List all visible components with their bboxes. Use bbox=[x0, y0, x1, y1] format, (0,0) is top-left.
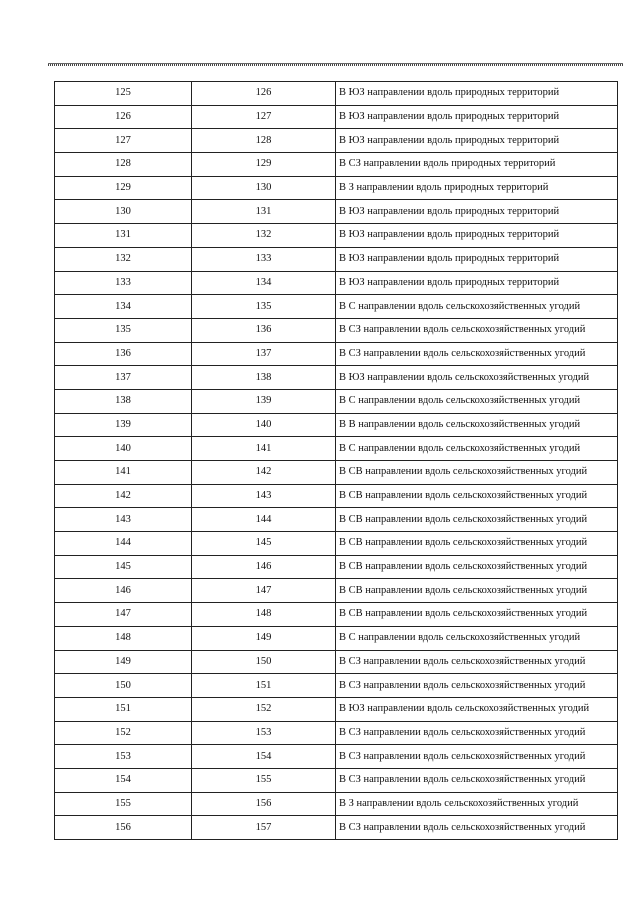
table-row bbox=[55, 105, 618, 129]
point-from-cell: 139 bbox=[55, 413, 192, 437]
point-from-cell: 156 bbox=[55, 816, 192, 840]
boundary-description-cell: В ЮЗ направлении вдоль природных территорий bbox=[336, 105, 618, 129]
boundary-description-cell: В З направлении вдоль природных территорий bbox=[336, 176, 618, 200]
table-row bbox=[55, 816, 618, 840]
table-row bbox=[55, 437, 618, 461]
point-to-cell: 131 bbox=[192, 200, 336, 224]
point-to-cell: 130 bbox=[192, 176, 336, 200]
boundary-description-cell: В З направлении вдоль сельскохозяйственных угодий bbox=[336, 792, 618, 816]
point-to-cell: 145 bbox=[192, 532, 336, 556]
table-row bbox=[55, 295, 618, 319]
point-from-cell: 145 bbox=[55, 555, 192, 579]
point-to-cell: 135 bbox=[192, 295, 336, 319]
table-row bbox=[55, 579, 618, 603]
point-to-cell: 155 bbox=[192, 768, 336, 792]
boundary-description-cell: В СЗ направлении вдоль сельскохозяйственных угодий bbox=[336, 342, 618, 366]
point-to-cell: 139 bbox=[192, 389, 336, 413]
point-from-cell: 148 bbox=[55, 626, 192, 650]
point-to-cell: 126 bbox=[192, 82, 336, 106]
boundary-description-cell: В С направлении вдоль сельскохозяйственных угодий bbox=[336, 626, 618, 650]
point-to-cell: 143 bbox=[192, 484, 336, 508]
point-to-cell: 157 bbox=[192, 816, 336, 840]
boundary-description-cell: В ЮЗ направлении вдоль природных территорий bbox=[336, 200, 618, 224]
point-from-cell: 141 bbox=[55, 461, 192, 485]
point-from-cell: 155 bbox=[55, 792, 192, 816]
table-row bbox=[55, 413, 618, 437]
boundary-description-cell: В ЮЗ направлении вдоль природных территорий bbox=[336, 247, 618, 271]
point-from-cell: 144 bbox=[55, 532, 192, 556]
table-row bbox=[55, 721, 618, 745]
point-from-cell: 149 bbox=[55, 650, 192, 674]
boundary-description-cell: В СВ направлении вдоль сельскохозяйственных угодий bbox=[336, 461, 618, 485]
point-to-cell: 132 bbox=[192, 224, 336, 248]
point-to-cell: 140 bbox=[192, 413, 336, 437]
point-from-cell: 143 bbox=[55, 508, 192, 532]
boundary-description-cell: В С направлении вдоль сельскохозяйственных угодий bbox=[336, 295, 618, 319]
point-from-cell: 127 bbox=[55, 129, 192, 153]
point-from-cell: 135 bbox=[55, 318, 192, 342]
point-from-cell: 125 bbox=[55, 82, 192, 106]
table-row bbox=[55, 366, 618, 390]
boundary-description-cell: В ЮЗ направлении вдоль сельскохозяйственных угодий bbox=[336, 366, 618, 390]
point-to-cell: 136 bbox=[192, 318, 336, 342]
point-from-cell: 153 bbox=[55, 745, 192, 769]
table-row bbox=[55, 153, 618, 177]
table-body bbox=[55, 82, 618, 840]
point-to-cell: 137 bbox=[192, 342, 336, 366]
table-row bbox=[55, 318, 618, 342]
point-from-cell: 126 bbox=[55, 105, 192, 129]
table-row bbox=[55, 342, 618, 366]
boundary-description-cell: В СВ направлении вдоль сельскохозяйственных угодий bbox=[336, 508, 618, 532]
point-to-cell: 148 bbox=[192, 603, 336, 627]
point-from-cell: 152 bbox=[55, 721, 192, 745]
boundary-description-cell: В СЗ направлении вдоль сельскохозяйственных угодий bbox=[336, 721, 618, 745]
point-to-cell: 154 bbox=[192, 745, 336, 769]
boundary-description-cell: В СЗ направлении вдоль сельскохозяйственных угодий bbox=[336, 674, 618, 698]
boundary-description-cell: В СЗ направлении вдоль природных территорий bbox=[336, 153, 618, 177]
boundary-description-cell: В ЮЗ направлении вдоль природных территорий bbox=[336, 82, 618, 106]
table-row bbox=[55, 484, 618, 508]
table-row bbox=[55, 697, 618, 721]
boundary-description-cell: В ЮЗ направлении вдоль сельскохозяйственных угодий bbox=[336, 697, 618, 721]
point-from-cell: 142 bbox=[55, 484, 192, 508]
boundary-description-cell: В С направлении вдоль сельскохозяйственных угодий bbox=[336, 389, 618, 413]
point-from-cell: 147 bbox=[55, 603, 192, 627]
boundary-description-cell: В СВ направлении вдоль сельскохозяйственных угодий bbox=[336, 532, 618, 556]
header-divider-rule bbox=[48, 63, 623, 66]
boundary-description-cell: В ЮЗ направлении вдоль природных территорий bbox=[336, 224, 618, 248]
table-row bbox=[55, 224, 618, 248]
boundary-description-cell: В ЮЗ направлении вдоль природных территорий bbox=[336, 271, 618, 295]
table-row bbox=[55, 555, 618, 579]
table-row bbox=[55, 768, 618, 792]
point-to-cell: 150 bbox=[192, 650, 336, 674]
boundary-description-cell: В СЗ направлении вдоль сельскохозяйственных угодий bbox=[336, 768, 618, 792]
point-to-cell: 133 bbox=[192, 247, 336, 271]
point-from-cell: 140 bbox=[55, 437, 192, 461]
point-from-cell: 129 bbox=[55, 176, 192, 200]
point-to-cell: 146 bbox=[192, 555, 336, 579]
point-from-cell: 133 bbox=[55, 271, 192, 295]
table-row bbox=[55, 532, 618, 556]
boundary-description-cell: В ЮЗ направлении вдоль природных территорий bbox=[336, 129, 618, 153]
table-row bbox=[55, 650, 618, 674]
point-from-cell: 146 bbox=[55, 579, 192, 603]
point-to-cell: 144 bbox=[192, 508, 336, 532]
point-to-cell: 138 bbox=[192, 366, 336, 390]
boundary-description-cell: В СВ направлении вдоль сельскохозяйственных угодий bbox=[336, 579, 618, 603]
point-to-cell: 127 bbox=[192, 105, 336, 129]
point-to-cell: 134 bbox=[192, 271, 336, 295]
point-from-cell: 138 bbox=[55, 389, 192, 413]
table-row bbox=[55, 792, 618, 816]
boundary-description-cell: В СЗ направлении вдоль сельскохозяйственных угодий bbox=[336, 318, 618, 342]
point-to-cell: 151 bbox=[192, 674, 336, 698]
point-from-cell: 136 bbox=[55, 342, 192, 366]
point-from-cell: 151 bbox=[55, 697, 192, 721]
point-to-cell: 153 bbox=[192, 721, 336, 745]
point-to-cell: 141 bbox=[192, 437, 336, 461]
point-from-cell: 131 bbox=[55, 224, 192, 248]
boundary-description-cell: В СЗ направлении вдоль сельскохозяйственных угодий bbox=[336, 745, 618, 769]
point-from-cell: 137 bbox=[55, 366, 192, 390]
boundary-description-cell: В СЗ направлении вдоль сельскохозяйственных угодий bbox=[336, 816, 618, 840]
point-to-cell: 147 bbox=[192, 579, 336, 603]
boundary-description-cell: В СЗ направлении вдоль сельскохозяйственных угодий bbox=[336, 650, 618, 674]
table-row bbox=[55, 271, 618, 295]
boundary-description-cell: В СВ направлении вдоль сельскохозяйственных угодий bbox=[336, 484, 618, 508]
point-to-cell: 149 bbox=[192, 626, 336, 650]
table-row bbox=[55, 129, 618, 153]
point-from-cell: 130 bbox=[55, 200, 192, 224]
table-row bbox=[55, 461, 618, 485]
boundary-description-cell: В СВ направлении вдоль сельскохозяйственных угодий bbox=[336, 603, 618, 627]
boundary-description-cell: В В направлении вдоль сельскохозяйственных угодий bbox=[336, 413, 618, 437]
table-row bbox=[55, 674, 618, 698]
table-row bbox=[55, 82, 618, 106]
table-row bbox=[55, 745, 618, 769]
boundary-description-cell: В СВ направлении вдоль сельскохозяйственных угодий bbox=[336, 555, 618, 579]
point-to-cell: 156 bbox=[192, 792, 336, 816]
point-to-cell: 142 bbox=[192, 461, 336, 485]
boundary-description-table bbox=[54, 81, 618, 840]
table-row bbox=[55, 389, 618, 413]
point-from-cell: 154 bbox=[55, 768, 192, 792]
table-row bbox=[55, 626, 618, 650]
boundary-description-cell: В С направлении вдоль сельскохозяйственных угодий bbox=[336, 437, 618, 461]
table-row bbox=[55, 508, 618, 532]
table-row bbox=[55, 247, 618, 271]
point-to-cell: 128 bbox=[192, 129, 336, 153]
point-from-cell: 132 bbox=[55, 247, 192, 271]
point-from-cell: 150 bbox=[55, 674, 192, 698]
point-to-cell: 129 bbox=[192, 153, 336, 177]
point-from-cell: 134 bbox=[55, 295, 192, 319]
point-from-cell: 128 bbox=[55, 153, 192, 177]
point-to-cell: 152 bbox=[192, 697, 336, 721]
table-row bbox=[55, 200, 618, 224]
table-row bbox=[55, 176, 618, 200]
table-row bbox=[55, 603, 618, 627]
